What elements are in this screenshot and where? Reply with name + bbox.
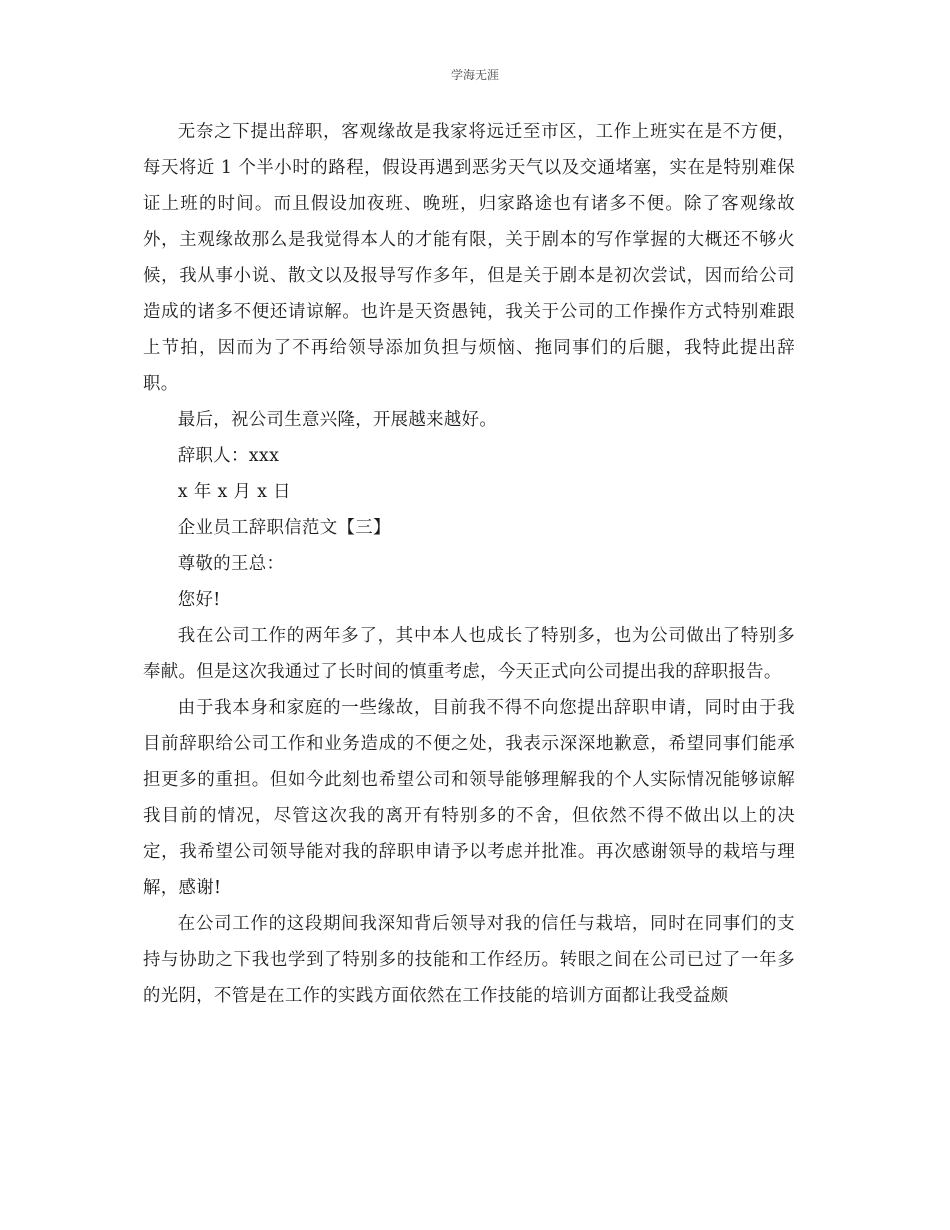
paragraph-closing-wish: 最后，祝公司生意兴隆，开展越来越好。 [177, 410, 498, 430]
paragraph-intro: 我在公司工作的两年多了，其中本人也成长了特别多，也为公司做出了特别多奉献。但是这次我通过了长时间的慎重考虑，今天正式向公司提出我的辞职报告。 [143, 626, 795, 682]
salutation: 尊敬的王总： [177, 554, 285, 574]
paragraph-reason: 由于我本身和家庭的一些缘故，目前我不得不向您提出辞职申请，同时由于我目前辞职给公司工作和业务造成的不便之处，我表示深深地歉意，希望同事们能承担更多的重担。但如今此刻也希望公司和领导能够理解我的个人实际情况能够谅解我目前的情况，尽管这次我的离开有特别多的不舍，但依然不得不做出以上的决定，我希望公司领导能对我的辞职申请予以考虑并批准。再次感谢领导的栽培与理解，感谢! [143, 698, 795, 898]
signature-resigner: 辞职人：xxx [177, 446, 280, 466]
signature-date: x 年 x 月 x 日 [177, 482, 291, 502]
greeting: 您好! [177, 590, 221, 610]
paragraph-gratitude: 在公司工作的这段期间我深知背后领导对我的信任与栽培，同时在同事们的支持与协助之下我也学到了特别多的技能和工作经历。转眼之间在公司已过了一年多的光阴，不管是在工作的实践方面依然在工作技能的培训方面都让我受益颇 [143, 914, 795, 1006]
section-title: 企业员工辞职信范文【三】 [177, 518, 391, 538]
page-header: 学海无涯 [450, 68, 499, 82]
document-body [143, 114, 795, 1014]
paragraph-resignation-reasons: 无奈之下提出辞职，客观缘故是我家将远迁至市区，工作上班实在是不方便，每天将近 1 个半小时的路程，假设再遇到恶劣天气以及交通堵塞，实在是特别难保证上班的时间。而且假设加夜班、晚班，归家路途也有诸多不便。除了客观缘故外，主观缘故那么是我觉得本人的才能有限，关于剧本的写作掌握的大概还不够火候，我从事小说、散文以及报导写作多年，但是关于剧本是初次尝试，因而给公司造成的诸多不便还请谅解。也许是天资愚钝，我关于公司的工作操作方式特别难跟上节拍，因而为了不再给领导添加负担与烦恼、拖同事们的后腿，我特此提出辞职。 [143, 122, 795, 394]
